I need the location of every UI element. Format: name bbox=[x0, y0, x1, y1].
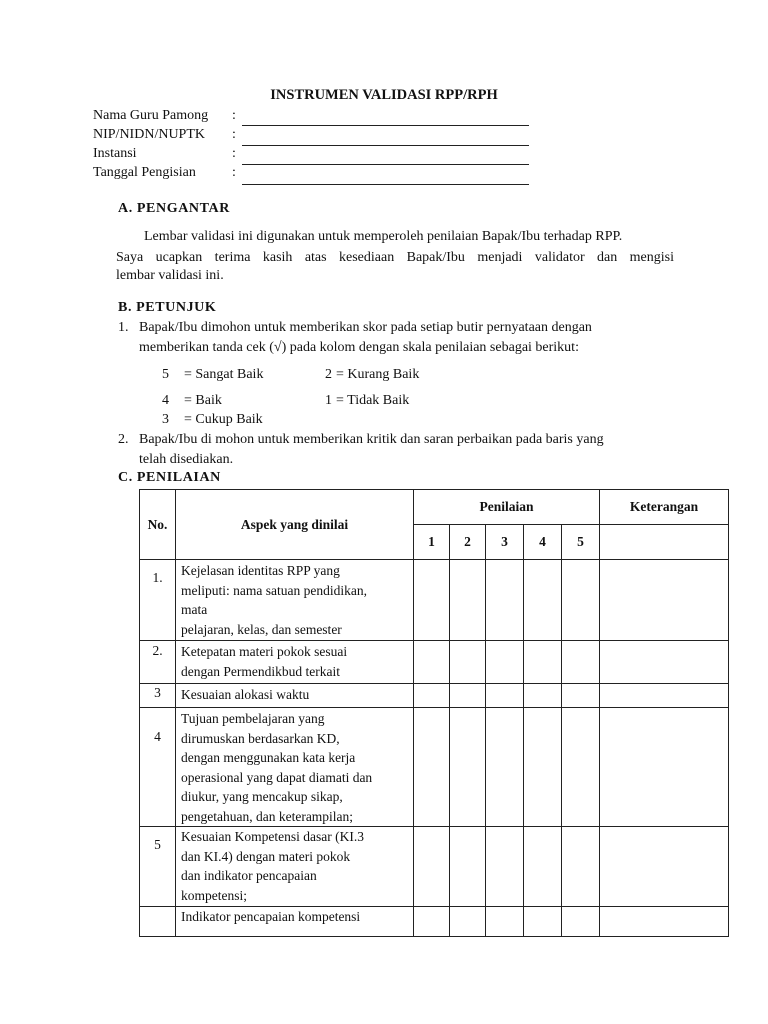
section-a-line-3: lembar validasi ini. bbox=[116, 268, 224, 283]
colon: : bbox=[232, 146, 236, 161]
document-title: INSTRUMEN VALIDASI RPP/RPH bbox=[270, 87, 498, 103]
score-cell-2[interactable] bbox=[450, 827, 486, 907]
label-nip: NIP/NIDN/NUPTK bbox=[93, 127, 205, 142]
scale-5-text: = Sangat Baik bbox=[184, 367, 264, 382]
tanggal-input-line[interactable] bbox=[242, 184, 529, 185]
scale-3-text: = Cukup Baik bbox=[184, 412, 263, 427]
aspect-line: Kesuaian Kompetensi dasar (KI.3 bbox=[181, 829, 364, 844]
score-cell-4[interactable] bbox=[524, 827, 562, 907]
score-cell-3[interactable] bbox=[486, 827, 524, 907]
score-cell-1[interactable] bbox=[414, 827, 450, 907]
assessment-table bbox=[139, 489, 729, 937]
aspect-line: meliputi: nama satuan pendidikan, bbox=[181, 582, 367, 598]
aspect-line: Kejelasan identitas RPP yang bbox=[181, 563, 340, 578]
table-row bbox=[140, 560, 729, 641]
score-cell-1[interactable] bbox=[414, 560, 450, 641]
aspect-line: pengetahuan, dan keterampilan; bbox=[181, 808, 354, 824]
score-cell-3[interactable] bbox=[486, 684, 524, 708]
label-tanggal: Tanggal Pengisian bbox=[93, 165, 196, 180]
section-a-line-1: Lembar validasi ini digunakan untuk memperoleh penilaian Bapak/Ibu terhadap RPP. bbox=[144, 229, 623, 244]
row-number: 4 bbox=[140, 708, 176, 827]
keterangan-cell[interactable] bbox=[600, 708, 729, 827]
item-1-number: 1. bbox=[118, 320, 129, 335]
aspect-line: operasional yang dapat diamati dan bbox=[181, 769, 373, 785]
row-number: 2. bbox=[140, 641, 176, 684]
keterangan-cell[interactable] bbox=[600, 684, 729, 708]
row-number bbox=[140, 907, 176, 937]
scale-1-text: = Tidak Baik bbox=[336, 393, 410, 408]
keterangan-cell[interactable] bbox=[600, 827, 729, 907]
score-cell-4[interactable] bbox=[524, 907, 562, 937]
header-no: No. bbox=[140, 490, 176, 560]
table-row bbox=[140, 907, 729, 937]
scale-3-num: 3 bbox=[162, 412, 169, 427]
header-aspect: Aspek yang dinilai bbox=[176, 490, 414, 560]
score-cell-2[interactable] bbox=[450, 560, 486, 641]
scale-1-num: 1 bbox=[325, 393, 332, 408]
nama-guru-input-line[interactable] bbox=[242, 125, 529, 126]
label-instansi: Instansi bbox=[93, 146, 137, 161]
aspect-line: dan KI.4) dengan materi pokok bbox=[181, 848, 351, 864]
score-cell-1[interactable] bbox=[414, 708, 450, 827]
score-header-4: 4 bbox=[524, 525, 562, 560]
aspect-line: Ketepatan materi pokok sesuai bbox=[181, 644, 348, 659]
score-cell-1[interactable] bbox=[414, 907, 450, 937]
header-penilaian: Penilaian bbox=[414, 490, 600, 525]
keterangan-cell[interactable] bbox=[600, 560, 729, 641]
section-c-heading: C. PENILAIAN bbox=[118, 470, 221, 485]
aspect-line: Indikator pencapaian kompetensi bbox=[181, 909, 361, 924]
score-cell-4[interactable] bbox=[524, 641, 562, 684]
row-number: 1. bbox=[140, 560, 176, 641]
scale-2-num: 2 bbox=[325, 367, 332, 382]
keterangan-subheader bbox=[600, 525, 729, 560]
scale-5-num: 5 bbox=[162, 367, 169, 382]
score-cell-2[interactable] bbox=[450, 907, 486, 937]
score-cell-4[interactable] bbox=[524, 684, 562, 708]
aspect-line: mata bbox=[181, 602, 208, 617]
item-1-line-1: Bapak/Ibu dimohon untuk memberikan skor pada setiap butir pernyataan dengan bbox=[139, 320, 592, 335]
header-keterangan: Keterangan bbox=[600, 490, 729, 525]
score-header-1: 1 bbox=[414, 525, 450, 560]
aspect-line: dengan menggunakan kata kerja bbox=[181, 750, 356, 765]
score-cell-2[interactable] bbox=[450, 684, 486, 708]
colon: : bbox=[232, 127, 236, 142]
score-cell-3[interactable] bbox=[486, 708, 524, 827]
label-nama-guru: Nama Guru Pamong bbox=[93, 108, 209, 123]
score-header-5: 5 bbox=[562, 525, 600, 560]
score-cell-5[interactable] bbox=[562, 827, 600, 907]
score-cell-5[interactable] bbox=[562, 560, 600, 641]
section-b-heading: B. PETUNJUK bbox=[118, 300, 217, 315]
item-2-number: 2. bbox=[118, 432, 129, 447]
table-row bbox=[140, 641, 729, 684]
aspect-line: diukur, yang mencakup sikap, bbox=[181, 789, 343, 804]
aspect-line: Tujuan pembelajaran yang bbox=[181, 711, 325, 726]
score-cell-3[interactable] bbox=[486, 907, 524, 937]
score-cell-4[interactable] bbox=[524, 708, 562, 827]
instansi-input-line[interactable] bbox=[242, 164, 529, 165]
score-cell-2[interactable] bbox=[450, 708, 486, 827]
aspect-line: dirumuskan berdasarkan KD, bbox=[181, 730, 340, 746]
score-header-2: 2 bbox=[450, 525, 486, 560]
aspect-line: pelajaran, kelas, dan semester bbox=[181, 621, 342, 637]
row-number: 3 bbox=[140, 684, 176, 708]
scale-2-text: = Kurang Baik bbox=[336, 367, 420, 382]
score-cell-2[interactable] bbox=[450, 641, 486, 684]
score-cell-3[interactable] bbox=[486, 560, 524, 641]
nip-input-line[interactable] bbox=[242, 145, 529, 146]
keterangan-cell[interactable] bbox=[600, 907, 729, 937]
table-row bbox=[140, 827, 729, 907]
item-2-line-2: telah disediakan. bbox=[139, 452, 234, 467]
section-a-heading: A. PENGANTAR bbox=[118, 201, 230, 216]
score-cell-5[interactable] bbox=[562, 907, 600, 937]
section-a-line-2: Saya ucapkan terima kasih atas kesediaan Bapak/Ibu menjadi validator dan mengisi bbox=[116, 250, 674, 265]
score-cell-3[interactable] bbox=[486, 641, 524, 684]
score-cell-5[interactable] bbox=[562, 684, 600, 708]
score-cell-5[interactable] bbox=[562, 641, 600, 684]
colon: : bbox=[232, 165, 236, 180]
row-number: 5 bbox=[140, 827, 176, 907]
score-cell-5[interactable] bbox=[562, 708, 600, 827]
item-2-line-1: Bapak/Ibu di mohon untuk memberikan kritik dan saran perbaikan pada baris yang bbox=[139, 432, 604, 447]
table-row bbox=[140, 708, 729, 827]
table-row bbox=[140, 684, 729, 708]
score-cell-4[interactable] bbox=[524, 560, 562, 641]
score-header-3: 3 bbox=[486, 525, 524, 560]
score-cell-1[interactable] bbox=[414, 684, 450, 708]
colon: : bbox=[232, 108, 236, 123]
score-cell-1[interactable] bbox=[414, 641, 450, 684]
item-1-line-2: memberikan tanda cek (√) pada kolom dengan skala penilaian sebagai berikut: bbox=[139, 340, 579, 355]
aspect-line: dan indikator pencapaian bbox=[181, 868, 317, 883]
keterangan-cell[interactable] bbox=[600, 641, 729, 684]
aspect-line: dengan Permendikbud terkait bbox=[181, 663, 340, 679]
aspect-line: kompetensi; bbox=[181, 887, 247, 903]
scale-4-text: = Baik bbox=[184, 393, 222, 408]
aspect-line: Kesuaian alokasi waktu bbox=[181, 687, 310, 702]
scale-4-num: 4 bbox=[162, 393, 169, 408]
